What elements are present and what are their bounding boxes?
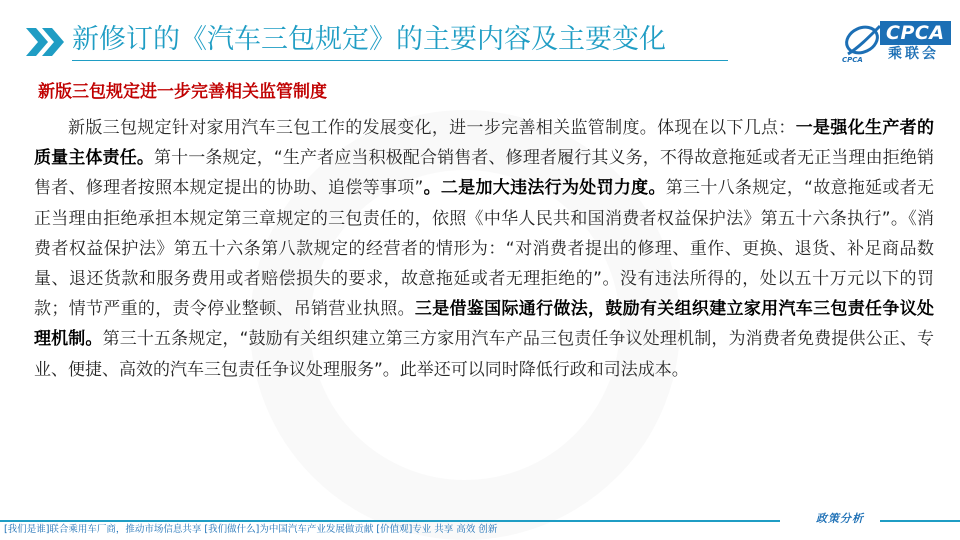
point1-heading: 一是强化生产者的质量主体责任。	[34, 118, 935, 169]
body-paragraph	[34, 113, 934, 385]
page-title: 新修订的《汽车三包规定》的主要内容及主要变化	[72, 24, 666, 55]
logo-chinese: 乘联会	[888, 46, 939, 62]
footer-section-label: 政策分析	[816, 512, 864, 525]
point1-end: 。	[423, 178, 441, 199]
point1-text: 第十一条规定，“生产者应当积极配合销售者、修理者履行其义务，不得故意拖延或者无正当理由拒绝销售者、修理者按照本规定提出的协助、追偿等事项”	[34, 148, 934, 199]
footer-divider-right	[880, 520, 960, 522]
section-subtitle: 新版三包规定进一步完善相关监管制度	[38, 82, 327, 102]
intro-text: 新版三包规定针对家用汽车三包工作的发展变化，进一步完善相关监管制度。体现在以下几点：	[68, 118, 796, 138]
title-underline	[72, 60, 728, 61]
footer-divider	[0, 520, 780, 522]
double-chevron-icon	[26, 28, 66, 56]
logo-text: CPCA	[880, 21, 951, 45]
body-text	[34, 113, 934, 385]
point3-heading: 三是借鉴国际通行做法，鼓励有关组织建立家用汽车三包责任争议处理机制。	[34, 299, 935, 350]
point2-text: 第三十八条规定，“故意拖延或者无正当理由拒绝承担本规定第三章规定的三包责任的，依照《中华人民共和国消费者权益保护法》第五十六条执行”。《消费者权益保护法》第五十六条第八款规定的经营者的情形为：“对消费者提出的修理、重作、更换、退货、补足商品数量、退还货款和服务费用或者赔偿损失的要求，故意拖延或者无理拒绝的”。没有违法所得的，处以五十万元以下的罚款；情节严重的，责令停业整顿、吊销营业执照。	[34, 178, 934, 320]
logo-small-text: CPCA	[842, 56, 863, 64]
point3-text: 第三十五条规定，“鼓励有关组织建立第三方家用汽车产品三包责任争议处理机制，为消费者免费提供公正、专业、便捷、高效的汽车三包责任争议处理服务”。此举还可以同时降低行政和司法成本。	[34, 329, 935, 380]
footer-slogan: [我们是谁]联合乘用车厂商，推动市场信息共享 [我们做什么]为中国汽车产业发展做贡献 [价值观]专业 共享 高效 创新	[4, 524, 498, 535]
point2-heading: 二是加大违法行为处罚力度。	[440, 178, 666, 199]
